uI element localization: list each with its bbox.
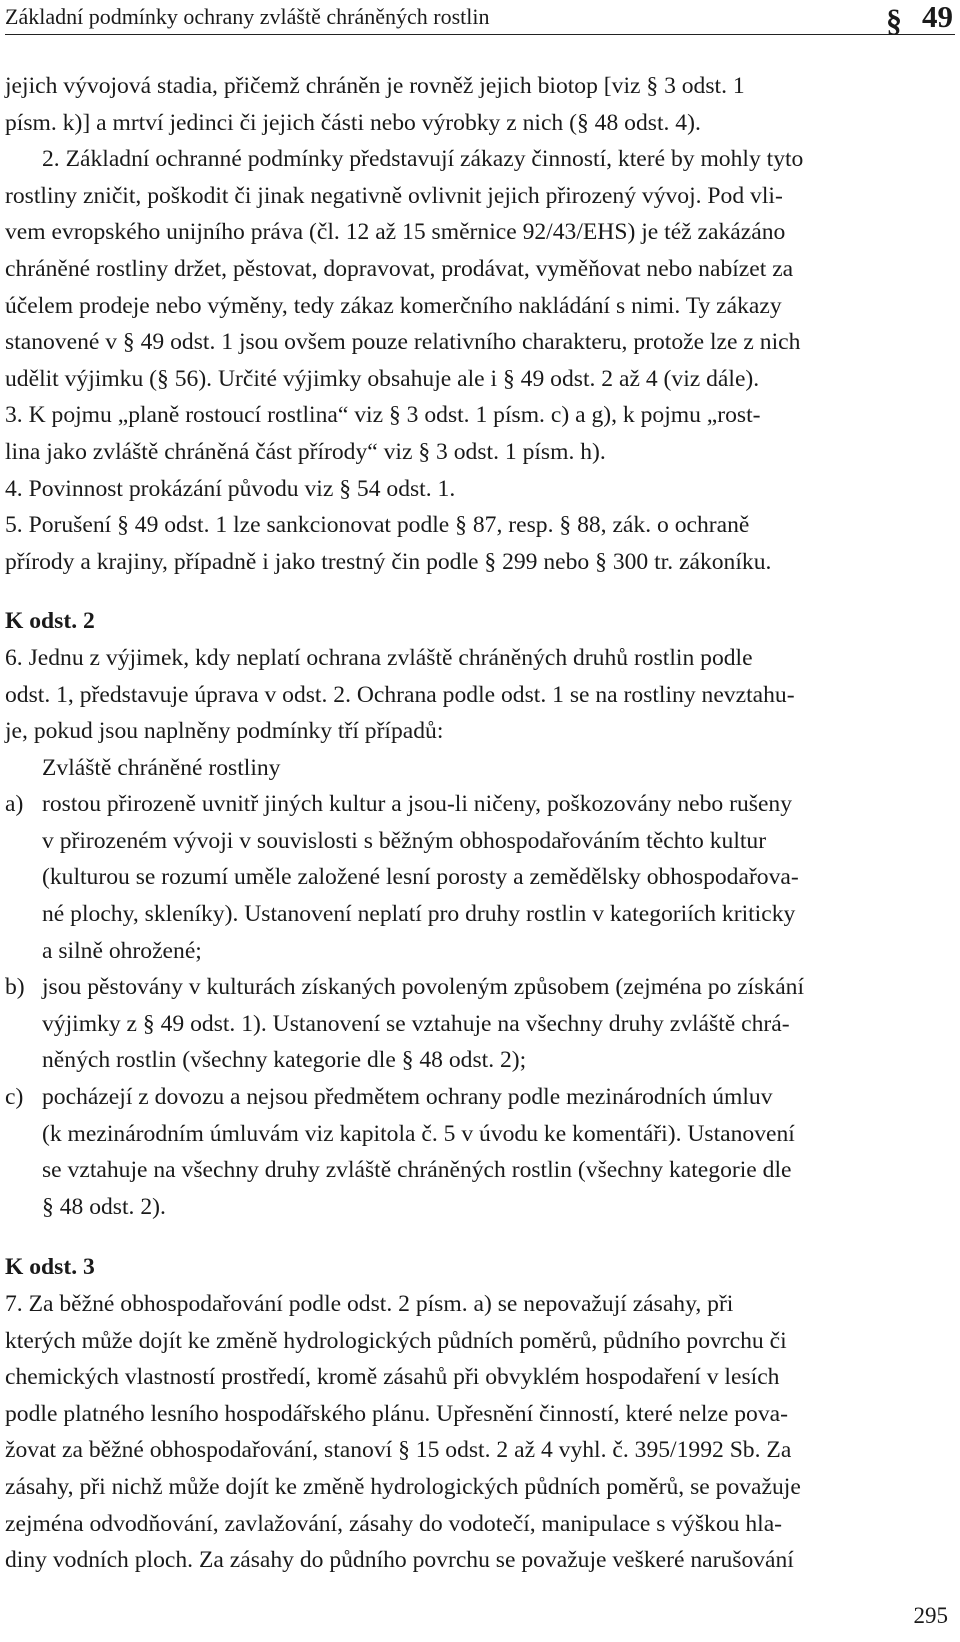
text-line: účelem prodeje nebo výměny, tedy zákaz komerčního nakládání s nimi. Ty zákazy xyxy=(5,292,782,319)
text-line: a silně ohrožené; xyxy=(42,937,202,964)
text-line: se vztahuje na všechny druhy zvláště chráněných rostlin (všechny kategorie dle xyxy=(42,1157,792,1184)
list-intro: Zvláště chráněné rostliny xyxy=(42,754,281,781)
text-line: diny vodních ploch. Za zásahy do půdního povrchu se považuje veškeré narušování xyxy=(5,1547,794,1574)
text-line: 7. Za běžné obhospodařování podle odst. 2 písm. a) se nepovažují zásahy, při xyxy=(5,1291,734,1317)
text-line: né plochy, skleníky). Ustanovení neplatí pro druhy rostlin v kategoriích kriticky xyxy=(42,901,796,928)
list-item xyxy=(5,786,955,969)
paragraph-5 xyxy=(5,507,955,580)
text-line: odst. 1, představuje úprava v odst. 2. Ochrana podle odst. 1 se na rostliny nevztahu- xyxy=(5,681,795,708)
text-line: 2. Základní ochranné podmínky představují zákazy činností, které by mohly tyto xyxy=(42,146,804,173)
text-line: 5. Porušení § 49 odst. 1 lze sankcionovat podle § 87, resp. § 88, zák. o ochraně xyxy=(5,512,750,539)
text-line: je, pokud jsou naplněny podmínky tří případů: xyxy=(5,718,444,745)
text-line: 4. Povinnost prokázání původu viz § 54 odst. 1. xyxy=(5,475,456,502)
text-line: zejména odvodňování, zavlažování, zásahy do vodotečí, manipulace s výškou hla- xyxy=(5,1510,783,1537)
list-letter: b) xyxy=(5,974,25,1001)
text-line: podle platného lesního hospodářského plánu. Upřesnění činností, které nelze pova- xyxy=(5,1400,788,1427)
heading-odst-3: K odst. 3 xyxy=(5,1254,95,1281)
conditions-list xyxy=(5,786,955,1225)
text-line: (kulturou se rozumí uměle založené lesní porosty a zemědělsky obhospodařova- xyxy=(42,864,799,891)
page-content xyxy=(5,68,955,1579)
list-item xyxy=(5,969,955,1079)
section-number: 49 xyxy=(922,0,953,34)
text-line: pocházejí z dovozu a nejsou předmětem ochrany podle mezinárodních úmluv xyxy=(42,1084,773,1111)
list-text xyxy=(42,1079,955,1225)
paragraph-4 xyxy=(5,471,955,508)
text-line: § 48 odst. 2). xyxy=(42,1193,166,1220)
paragraph-3 xyxy=(5,397,955,470)
text-line: výjimky z § 49 odst. 1). Ustanovení se vztahuje na všechny druhy zvláště chrá- xyxy=(42,1010,790,1037)
header-section xyxy=(886,0,953,39)
text-line: něných rostlin (všechny kategorie dle § 48 odst. 2); xyxy=(42,1047,527,1074)
text-line: přírody a krajiny, případně i jako trestný čin podle § 299 nebo § 300 tr. zákoníku. xyxy=(5,548,772,575)
text-line: žovat za běžné obhospodařování, stanoví § 15 odst. 2 až 4 vyhl. č. 395/1992 Sb. Za xyxy=(5,1437,792,1464)
text-line: rostliny zničit, poškodit či jinak negativně ovlivnit jejich přirozený vývoj. Pod vli- xyxy=(5,182,783,209)
list-letter: a) xyxy=(5,791,24,818)
text-line: zásahy, při nichž může dojít ke změně hydrologických půdních poměrů, se považuje xyxy=(5,1473,801,1500)
text-line: stanovené v § 49 odst. 1 jsou ovšem pouze relativního charakteru, protože lze z nich xyxy=(5,329,801,356)
text-line: rostou přirozeně uvnitř jiných kultur a jsou-li ničeny, poškozovány nebo rušeny xyxy=(42,791,793,818)
text-line: lina jako zvláště chráněná část přírody“ viz § 3 odst. 1 písm. h). xyxy=(5,438,606,465)
text-line: chráněné rostliny držet, pěstovat, dopravovat, prodávat, vyměňovat nebo nabízet za xyxy=(5,255,794,282)
intro-paragraph xyxy=(5,68,955,141)
paragraph-2 xyxy=(5,141,955,397)
paragraph-6 xyxy=(5,640,955,750)
text-line: 6. Jednu z výjimek, kdy neplatí ochrana zvláště chráněných druhů rostlin podle xyxy=(5,644,753,671)
text-line: jsou pěstovány v kulturách získaných povoleným způsobem (zejména po získání xyxy=(42,974,805,1001)
text-line: v přirozeném vývoji v souvislosti s běžným obhospodařováním těchto kultur xyxy=(42,827,767,854)
text-line: jejich vývojová stadia, přičemž chráněn je rovněž jejich biotop [viz § 3 odst. 1 xyxy=(5,73,745,99)
heading-odst-2: K odst. 2 xyxy=(5,608,95,635)
text-line: udělit výjimku (§ 56). Určité výjimky obsahuje ale i § 49 odst. 2 až 4 (viz dále). xyxy=(5,365,760,392)
text-line: (k mezinárodním úmluvám viz kapitola č. 5 v úvodu ke komentáři). Ustanovení xyxy=(42,1120,795,1147)
text-line: vem evropského unijního práva (čl. 12 až 15 směrnice 92/43/EHS) je též zakázáno xyxy=(5,219,786,246)
list-text xyxy=(42,969,955,1079)
list-letter: c) xyxy=(5,1084,24,1111)
section-symbol: § xyxy=(886,2,902,38)
page-number: 295 xyxy=(913,1603,948,1628)
text-line: písm. k)] a mrtví jedinci či jejich části nebo výrobky z nich (§ 48 odst. 4). xyxy=(5,109,701,136)
header-title: Základní podmínky ochrany zvláště chráněných rostlin xyxy=(5,4,490,29)
text-line: 3. K pojmu „planě rostoucí rostlina“ viz § 3 odst. 1 písm. c) a g), k pojmu „rost- xyxy=(5,402,761,429)
running-header xyxy=(5,0,955,38)
paragraph-7 xyxy=(5,1286,955,1579)
text-line: kterých může dojít ke změně hydrologických půdních poměrů, půdního povrchu či xyxy=(5,1327,787,1354)
list-text xyxy=(42,786,955,969)
list-item xyxy=(5,1079,955,1225)
text-line: chemických vlastností prostředí, kromě zásahů při obvyklém hospodaření v lesích xyxy=(5,1364,780,1391)
